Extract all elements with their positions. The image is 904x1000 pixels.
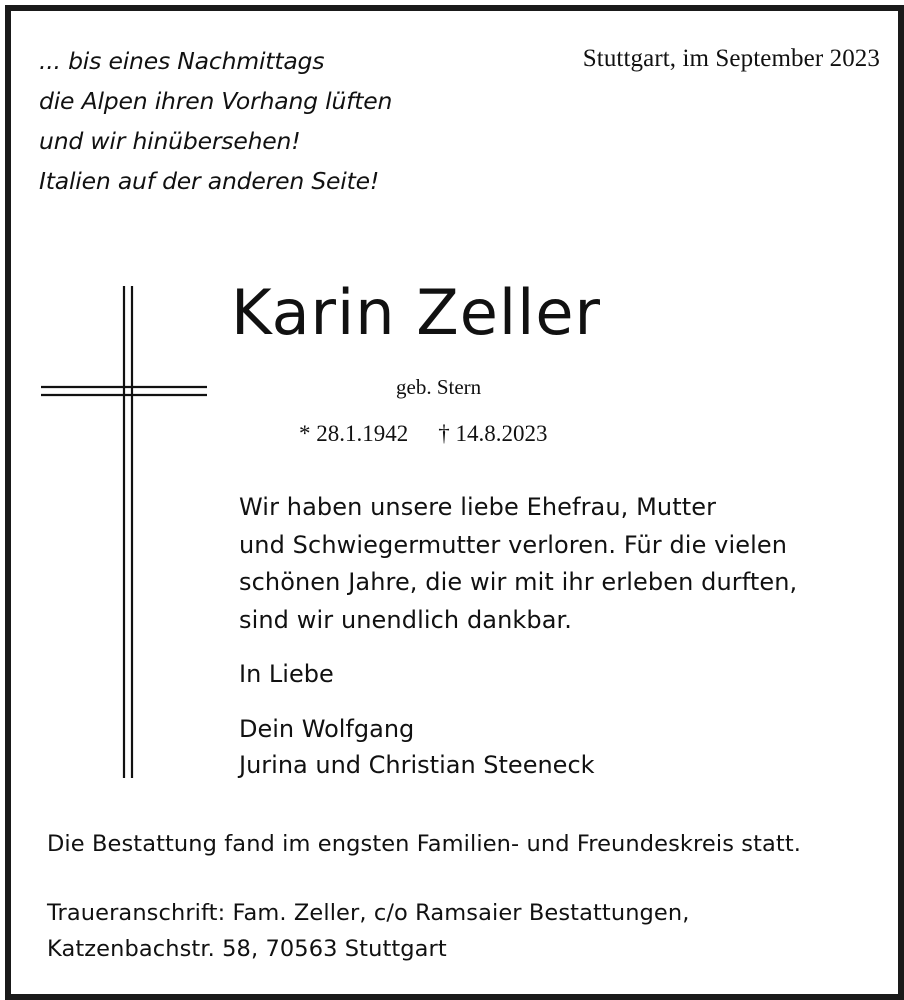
birth-name: geb. Stern [396,375,482,399]
poem-line: die Alpen ihren Vorhang lüften [39,87,393,115]
poem-line: und wir hinübersehen! [39,127,301,155]
signers [239,711,595,783]
poem-line: ... bis eines Nachmittags [39,47,325,75]
poem-line: Italien auf der anderen Seite! [39,167,380,195]
message-line: schönen Jahre, die wir mit ihr erleben durften, [239,568,798,596]
signer-line: Dein Wolfgang [239,715,415,743]
death-date: † 14.8.2023 [438,421,548,446]
signer-line: Jurina und Christian Steeneck [239,751,595,779]
obituary-notice [5,5,904,1000]
life-dates [299,421,548,447]
deceased-name: Karin Zeller [231,276,601,349]
address-line: Katzenbachstr. 58, 70563 Stuttgart [47,936,447,962]
mourning-address [47,895,690,967]
funeral-note: Die Bestattung fand im engsten Familien- und Freundeskreis statt. [47,831,802,857]
double-line-cross-icon [41,286,221,786]
address-line: Traueranschrift: Fam. Zeller, c/o Ramsaier Bestattungen, [47,900,690,926]
place-and-date: Stuttgart, im September 2023 [582,45,880,72]
condolence-message [239,489,797,639]
closing-greeting: In Liebe [239,660,334,688]
message-line: sind wir unendlich dankbar. [239,605,573,634]
message-line: und Schwiegermutter verloren. Für die vielen [239,530,788,559]
poem-quote [39,41,392,201]
birth-date: * 28.1.1942 [299,421,409,446]
message-line: Wir haben unsere liebe Ehefrau, Mutter [239,493,717,521]
